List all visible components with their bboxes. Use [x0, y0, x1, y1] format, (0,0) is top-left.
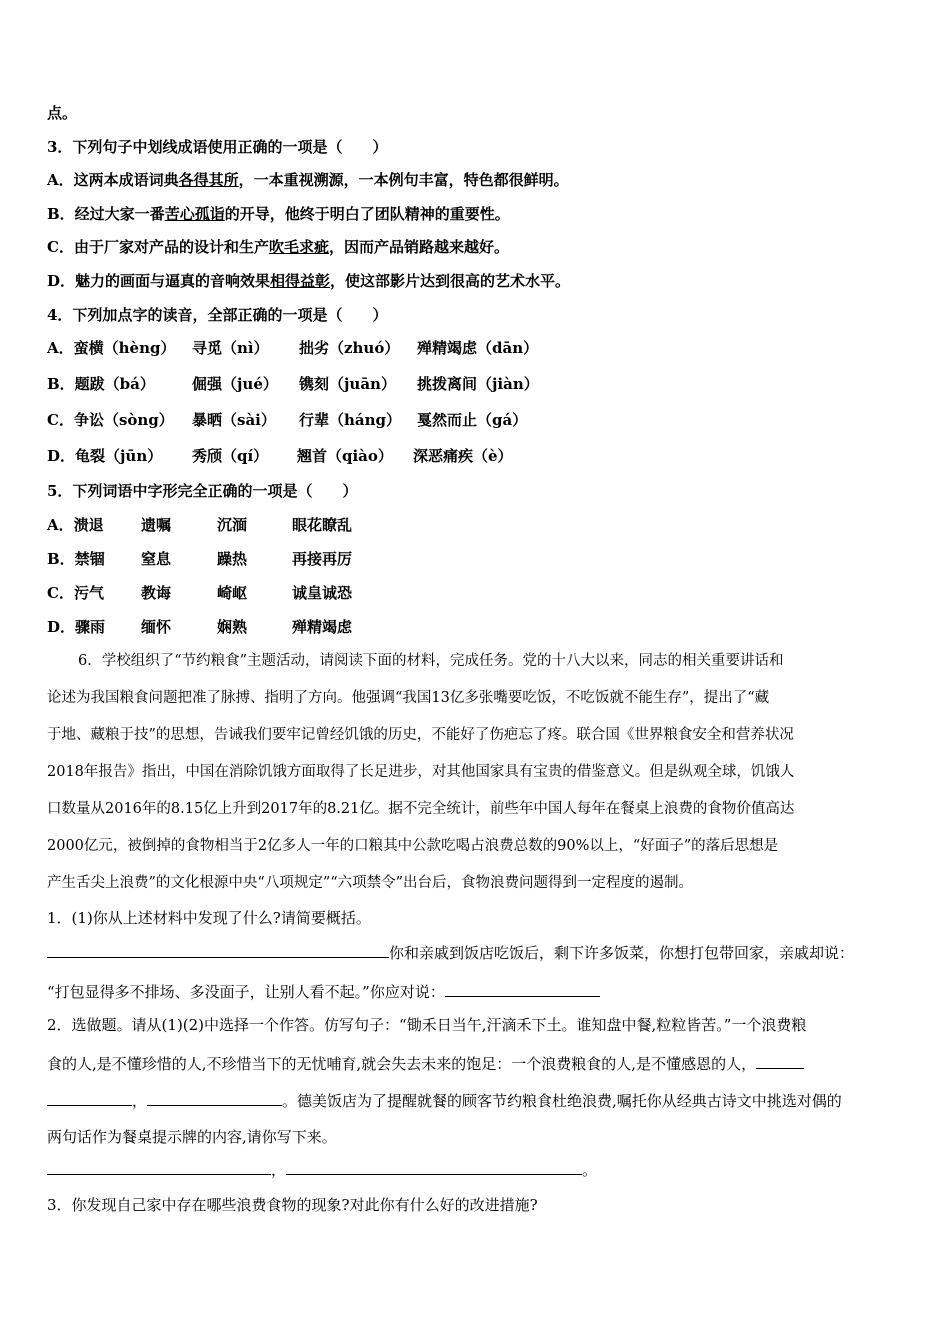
task-2-text: 食的人,是不懂珍惜的人,不珍惜当下的无忧哺育,就会失去未来的饱足：一个浪费粮食的人,是不懂感恩的人，: [47, 1055, 757, 1073]
q3-a-pre: A．这两本成语词典: [47, 171, 179, 189]
q3-c-idiom: 吹毛求疵: [268, 238, 329, 256]
q6-line-1: 6．学校组织了“节约粮食”主题活动，请阅读下面的材料，完成任务。党的十八大以来，同志的相关重要讲话和: [78, 653, 784, 669]
q5-d-1: D．骤雨: [47, 618, 106, 636]
q6-line-5: 口数量从2016年的8.15亿上升到2017年的8.21亿。据不完全统计，前些年中国人每年在餐桌上浪费的食物价值高达: [47, 801, 795, 817]
q4-a-1: A．蛮横（hèng）: [47, 339, 176, 357]
q4-option-d: [47, 446, 513, 466]
q4-stem: 4．下列加点字的读音，全部正确的一项是（ ）: [47, 306, 388, 324]
answer-blank-1[interactable]: [47, 942, 389, 958]
q4-b-3: 镌刻（juān）: [299, 375, 396, 393]
q6-line-6: 2000亿元，被倒掉的食物相当于2亿多人一年的口粮其中公款吃喝占浪费总数的90%以上，“好面子”的落后思想是: [47, 838, 779, 854]
task-2-line-1: 2．选做题。请从(1)(2)中选择一个作答。仿写句子：“锄禾日当午,汗滴禾下土。谁知盘中餐,粒粒皆苦。”一个浪费粮: [47, 1016, 807, 1034]
q5-b-2: 窒息: [141, 550, 172, 568]
q6-line-3: 于地、藏粮于技”的思想，告诫我们要牢记曾经饥饿的历史，不能好了伤疤忘了疼。联合国《世界粮食安全和营养状况: [47, 727, 794, 743]
q3-option-a: [47, 170, 569, 190]
q5-stem: 5．下列词语中字形完全正确的一项是（ ）: [47, 482, 358, 500]
q4-d-1: D．龟裂（jūn）: [47, 447, 163, 465]
q3-stem: 3．下列句子中划线成语使用正确的一项是（ ）: [47, 138, 388, 156]
task-2-line-3: [47, 1090, 842, 1111]
q4-option-a: [47, 338, 538, 358]
q3-b-pre: B．经过大家一番: [47, 205, 165, 223]
q4-b-2: 倔强（jué）: [192, 375, 278, 393]
answer-blank-5[interactable]: [147, 1090, 282, 1106]
q5-option-c: [47, 583, 352, 603]
q3-d-post: ，使这部影片达到很高的艺术水平。: [330, 272, 571, 290]
q5-a-2: 遗嘱: [141, 516, 172, 534]
task-2-line-2: [47, 1053, 804, 1074]
q4-option-b: [47, 374, 539, 394]
q3-b-post: 的开导，他终于明白了团队精神的重要性。: [224, 205, 510, 223]
q5-d-4: 殚精竭虑: [292, 618, 353, 636]
q5-a-1: A．溃退: [47, 516, 104, 534]
answer-blank-3[interactable]: [756, 1053, 804, 1069]
q4-d-3: 翘首（qiào）: [297, 447, 393, 465]
q4-d-2: 秀颀（qí）: [192, 447, 269, 465]
q4-d-4: 深恶痛疾（è）: [413, 447, 513, 465]
answer-blank-7[interactable]: [286, 1159, 582, 1175]
q4-c-1: C．争讼（sòng）: [47, 411, 174, 429]
task-2-comma: ，: [132, 1092, 148, 1110]
task-2-answer-period: 。: [582, 1161, 598, 1179]
task-1-prompt: 1．(1)你从上述材料中发现了什么?请简要概括。: [47, 909, 371, 927]
q3-option-c: [47, 237, 509, 257]
q5-d-3: 娴熟: [217, 618, 248, 636]
q4-c-2: 暴晒（sài）: [192, 411, 276, 429]
q4-c-3: 行辈（háng）: [299, 411, 402, 429]
q4-a-3: 拙劣（zhuó）: [299, 339, 400, 357]
q6-line-4: 2018年报告》指出，中国在消除饥饿方面取得了长足进步，对其他国家具有宝贵的借鉴意义。但是纵观全球，饥饿人: [47, 764, 795, 780]
q5-c-1: C．污气: [47, 584, 104, 602]
q3-d-pre: D．魅力的画面与逼真的音响效果: [47, 272, 271, 290]
q5-a-4: 眼花瞭乱: [292, 516, 353, 534]
answer-blank-4[interactable]: [47, 1090, 132, 1106]
task-1-line-3: [47, 981, 600, 1002]
q4-b-1: B．题跋（bá）: [47, 375, 155, 393]
q4-b-4: 挑拨离间（jiàn）: [417, 375, 539, 393]
q4-option-c: [47, 410, 527, 430]
q3-a-post: ，一本重视溯源，一本例句丰富，特色都很鲜明。: [238, 171, 569, 189]
q5-a-3: 沉湎: [217, 516, 248, 534]
task-2-answer-line: [47, 1159, 597, 1180]
q5-b-4: 再接再厉: [292, 550, 353, 568]
task-2-answer-comma: ，: [271, 1161, 287, 1179]
q5-d-2: 缅怀: [141, 618, 172, 636]
q3-option-d: [47, 271, 570, 291]
task-2-line-4: 两句话作为餐桌提示牌的内容,请你写下来。: [47, 1128, 337, 1146]
q3-a-idiom: 各得其所: [178, 171, 239, 189]
q6-line-2: 论述为我国粮食问题把准了脉搏、指明了方向。他强调“我国13亿多张嘴要吃饭，不吃饭就不能生存”，提出了“藏: [47, 690, 770, 706]
q4-a-2: 寻觅（nì）: [192, 339, 269, 357]
task-1-line-2: [47, 942, 854, 963]
task-1-quote: “打包显得多不排场、多没面子，让别人看不起。”你应对说：: [47, 983, 445, 1001]
q3-option-b: [47, 204, 510, 224]
q3-d-idiom: 相得益彰: [270, 272, 331, 290]
q5-c-3: 崎岖: [217, 584, 248, 602]
answer-blank-2[interactable]: [445, 981, 600, 997]
answer-blank-6[interactable]: [47, 1159, 271, 1175]
q3-c-post: ，因而产品销路越来越好。: [328, 238, 509, 256]
q4-a-4: 殚精竭虑（dān）: [417, 339, 539, 357]
q4-c-4: 戛然而止（gá）: [417, 411, 528, 429]
q3-c-pre: C．由于厂家对产品的设计和生产: [47, 238, 269, 256]
q5-b-1: B．禁锢: [47, 550, 105, 568]
fragment-text: 点。: [47, 104, 78, 122]
task-3-prompt: 3．你发现自己家中存在哪些浪费食物的现象?对此你有什么好的改进措施?: [47, 1196, 538, 1214]
q5-b-3: 躁热: [217, 550, 248, 568]
q5-option-b: [47, 549, 352, 569]
q5-c-4: 诚皇诚恐: [292, 584, 353, 602]
q5-option-a: [47, 515, 352, 535]
q3-b-idiom: 苦心孤诣: [164, 205, 225, 223]
task-1-scenario: 你和亲戚到饭店吃饭后，剩下许多饭菜，你想打包带回家，亲戚却说：: [389, 944, 855, 962]
q5-c-2: 教诲: [141, 584, 172, 602]
task-2-instruction: 。德美饭店为了提醒就餐的顾客节约粮食杜绝浪费,嘱托你从经典古诗文中挑选对偶的: [282, 1092, 842, 1110]
q6-line-7: 产生舌尖上浪费”的文化根源中央“八项规定”“六项禁令”出台后，食物浪费问题得到一定程度的遏制。: [47, 875, 694, 891]
q5-option-d: [47, 617, 352, 637]
